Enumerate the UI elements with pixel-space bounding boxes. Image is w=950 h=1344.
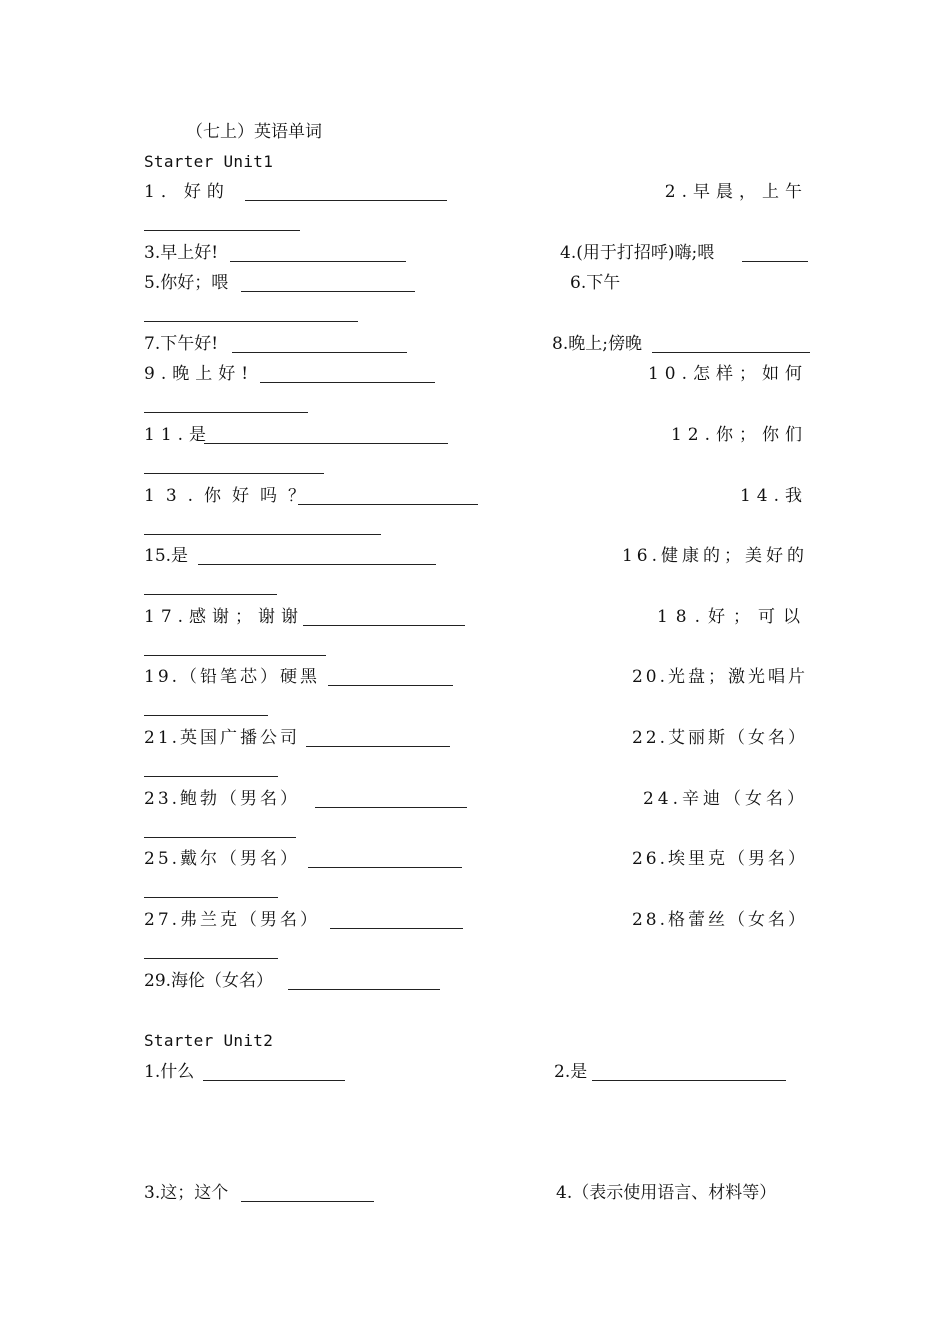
item-17-label: 17.感谢；谢谢	[144, 607, 305, 627]
item-6-label: 6.下午	[570, 273, 621, 293]
item-20-blank[interactable]	[144, 715, 268, 716]
item-16-label: 16.健康的；美好的	[621, 546, 808, 566]
unit2-item-2-label: 2.是	[554, 1062, 588, 1082]
unit2-heading: Starter Unit2	[144, 1031, 274, 1050]
item-29-label: 29.海伦（女名）	[144, 971, 274, 991]
item-14-blank[interactable]	[144, 534, 381, 535]
item-22-label: 22.艾丽斯（女名）	[631, 728, 808, 748]
item-26-blank[interactable]	[144, 897, 278, 898]
item-24-label: 24.辛迪（女名）	[642, 789, 808, 809]
item-23-blank[interactable]	[315, 807, 467, 808]
item-27-blank[interactable]	[330, 928, 463, 929]
item-8-blank[interactable]	[652, 352, 810, 353]
item-3-label: 3.早上好!	[144, 243, 219, 263]
item-2-label: 2.早晨，上午	[664, 182, 808, 202]
unit1-heading: Starter Unit1	[144, 152, 274, 171]
item-10-label: 10.怎样；如何	[647, 364, 808, 384]
unit2-item-1-label: 1.什么	[144, 1062, 195, 1082]
item-28-blank[interactable]	[144, 958, 278, 959]
item-27-label: 27.弗兰克（男名）	[144, 910, 321, 930]
item-23-label: 23.鲍勃（男名）	[144, 789, 301, 809]
item-9-label: 9.晚上好!	[144, 364, 255, 384]
item-9-blank[interactable]	[260, 382, 435, 383]
unit2-item-4-label: 4.（表示使用语言、材料等）	[556, 1183, 777, 1203]
item-19-label: 19.（铅笔芯）硬黑	[144, 667, 321, 687]
item-4-label: 4.(用于打招呼)嗨;喂	[560, 243, 715, 263]
item-22-blank[interactable]	[144, 776, 278, 777]
item-5-label: 5.你好；喂	[144, 273, 229, 293]
item-10-blank[interactable]	[144, 412, 308, 413]
item-11-blank[interactable]	[204, 443, 448, 444]
item-26-label: 26.埃里克（男名）	[631, 849, 808, 869]
item-15-label: 15.是	[144, 546, 189, 566]
item-18-label: 18.好；可以	[656, 607, 808, 627]
item-13-blank[interactable]	[298, 504, 478, 505]
unit2-item-3-label: 3.这；这个	[144, 1183, 229, 1203]
item-24-blank[interactable]	[144, 837, 296, 838]
item-6-blank[interactable]	[144, 321, 358, 322]
item-14-label: 14.我	[739, 486, 808, 506]
item-1-label: 1．好的	[144, 182, 230, 202]
unit2-item-3-blank[interactable]	[241, 1201, 374, 1202]
item-5-blank[interactable]	[241, 291, 415, 292]
item-20-label: 20.光盘；激光唱片	[631, 667, 808, 687]
item-25-label: 25.戴尔（男名）	[144, 849, 301, 869]
page-title: （七上）英语单词	[186, 122, 322, 142]
item-7-blank[interactable]	[232, 352, 407, 353]
item-12-blank[interactable]	[144, 473, 324, 474]
item-8-label: 8.晚上;傍晚	[552, 334, 642, 354]
item-2-blank[interactable]	[144, 230, 300, 231]
item-21-blank[interactable]	[306, 746, 450, 747]
item-1-blank[interactable]	[245, 200, 447, 201]
item-13-label: 13.你好吗？	[144, 486, 317, 506]
item-19-blank[interactable]	[328, 685, 453, 686]
unit2-item-2-blank[interactable]	[592, 1080, 786, 1081]
item-21-label: 21.英国广播公司	[144, 728, 301, 748]
item-28-label: 28.格蕾丝（女名）	[631, 910, 808, 930]
item-12-label: 12.你；你们	[670, 425, 808, 445]
unit2-item-1-blank[interactable]	[203, 1080, 345, 1081]
item-11-label: 11.是	[144, 425, 213, 445]
item-17-blank[interactable]	[303, 625, 465, 626]
item-15-blank[interactable]	[198, 564, 436, 565]
item-16-blank[interactable]	[144, 594, 277, 595]
item-25-blank[interactable]	[308, 867, 462, 868]
item-3-blank[interactable]	[230, 261, 406, 262]
item-18-blank[interactable]	[144, 655, 326, 656]
item-7-label: 7.下午好!	[144, 334, 219, 354]
item-4-blank[interactable]	[742, 261, 808, 262]
item-29-blank[interactable]	[288, 989, 440, 990]
